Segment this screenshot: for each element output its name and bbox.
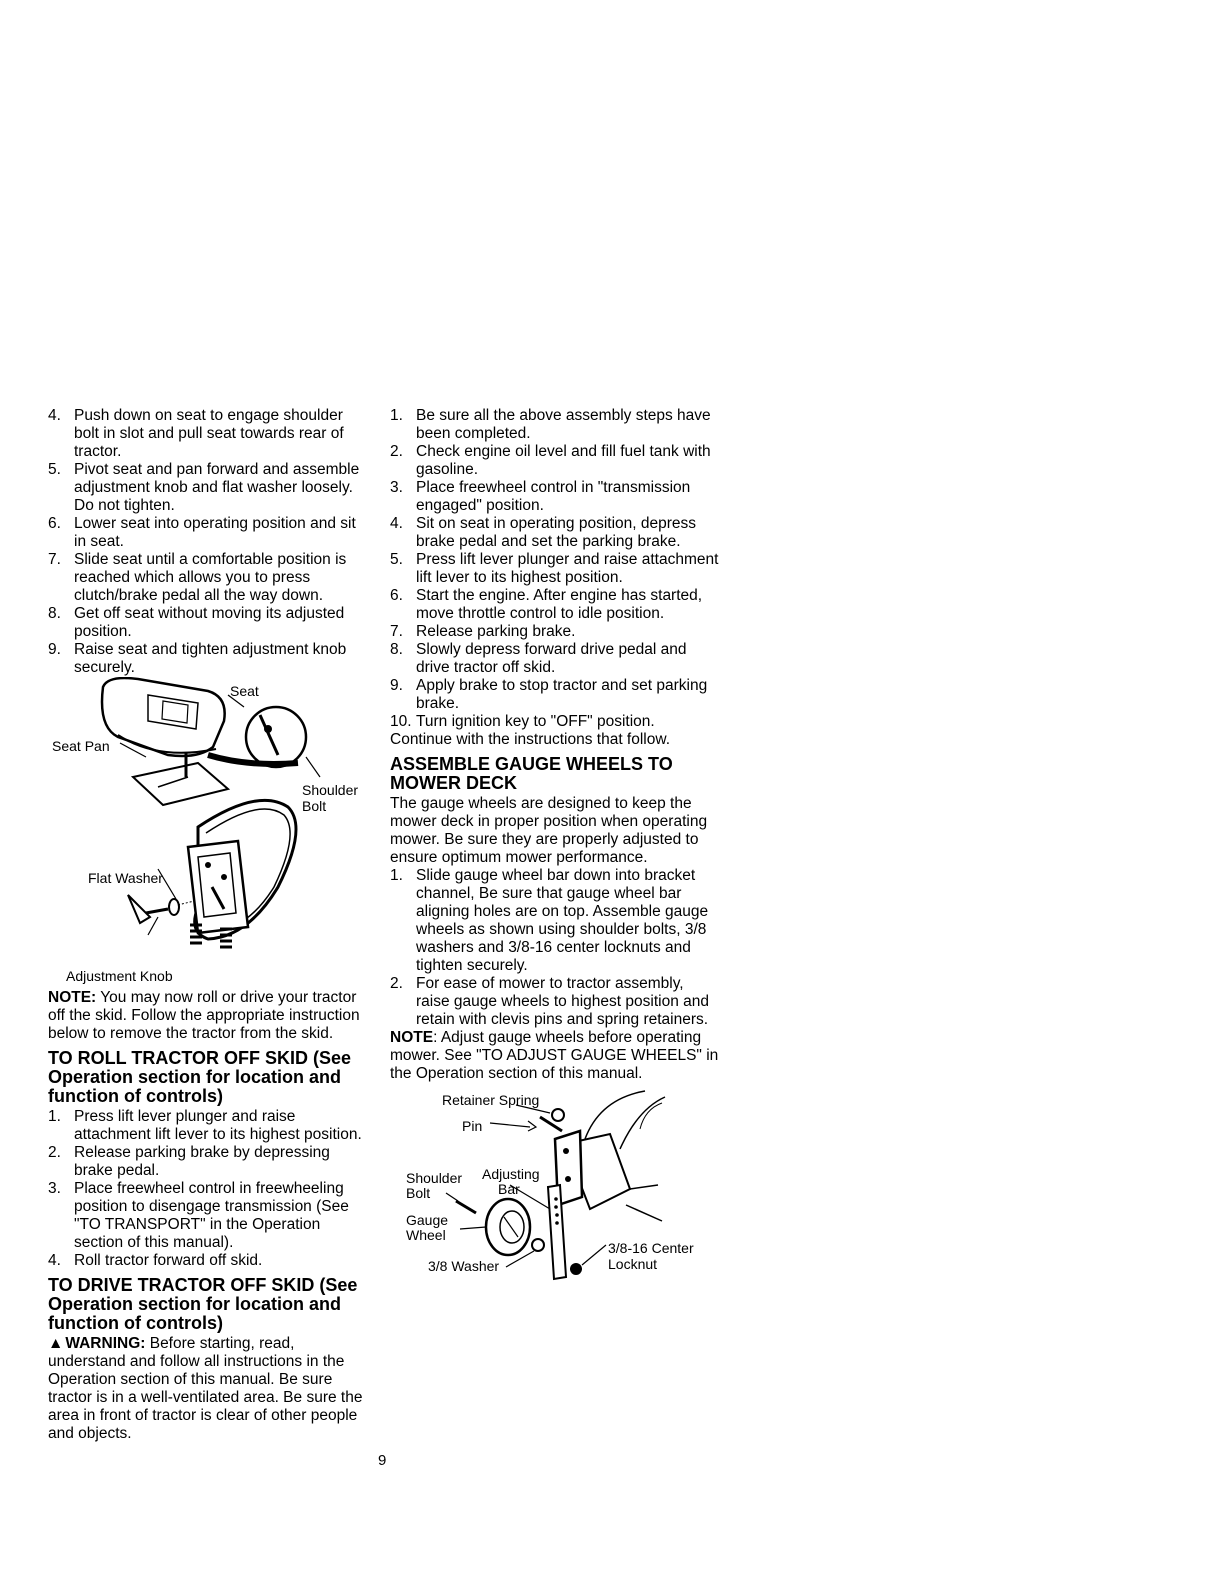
list-item: 6. Lower seat into operating position and sit in seat.: [48, 515, 356, 550]
locknut-label-2: Locknut: [608, 1256, 658, 1272]
heading-roll-tractor: TO ROLL TRACTOR OFF SKID (See Operation section for location and function of controls): [48, 1048, 352, 1106]
gauge-intro: The gauge wheels are designed to keep the mower deck in proper position when operating mower. Be sure they are properly adjusted to ensure optimum mower performance.: [390, 795, 708, 866]
gauge-wheel-label-2: Wheel: [406, 1227, 446, 1243]
list-item: 4. Push down on seat to engage shoulder bolt in slot and pull seat towards rear of tractor.: [48, 407, 344, 460]
list-item: 9. Raise seat and tighten adjustment knob securely.: [48, 641, 347, 676]
adjusting-bar-label-2: Bar: [498, 1181, 520, 1197]
list-item: 8. Get off seat without moving its adjusted position.: [48, 605, 345, 640]
heading-assemble-gauge-wheels: ASSEMBLE GAUGE WHEELS TO MOWER DECK: [390, 754, 673, 793]
note-skid: NOTE: You may now roll or drive your tractor off the skid. Follow the appropriate instruction below to remove the tractor from the skid.: [48, 989, 360, 1042]
list-item: 5. Pivot seat and pan forward and assemble adjustment knob and flat washer loosely. Do not tighten.: [48, 461, 360, 514]
seat-label: Seat: [230, 683, 259, 699]
list-item: 2. Check engine oil level and fill fuel tank with gasoline.: [390, 443, 711, 478]
drive-steps-list: [390, 407, 720, 731]
retainer-spring-label: Retainer Spring: [442, 1092, 540, 1108]
list-item: 1. Slide gauge wheel bar down into bracket channel, Be sure that gauge wheel bar aligning holes are on top. Assemble gauge wheels as shown using shoulder bolts, 3/8 washers and 3/8-16 center locknuts and tighten securely.: [390, 867, 709, 974]
gauge-wheel-label: Gauge: [406, 1212, 449, 1228]
warning-paragraph: ▲ WARNING: Before starting, read, understand and follow all instructions in the Operation section of this manual. Be sure tractor is in a well-ventilated area. Be sure the area in front of tractor is clear of other people and objects.: [48, 1335, 363, 1442]
heading-drive-tractor: TO DRIVE TRACTOR OFF SKID (See Operation section for location and function of controls): [48, 1275, 358, 1333]
gauge-steps-list: [390, 867, 720, 1029]
right-column: [390, 407, 720, 1289]
list-item: 3. Place freewheel control in freewheeling position to disengage transmission (See "TO TRANSPORT" in the Operation section of this manual).: [48, 1180, 349, 1251]
list-item: 5. Press lift lever plunger and raise attachment lift lever to its highest position.: [390, 551, 719, 586]
note-gauge: NOTE: Adjust gauge wheels before operating mower. See "TO ADJUST GAUGE WHEELS" in the Operation section of this manual.: [390, 1029, 719, 1082]
locknut-label: 3/8-16 Center: [608, 1240, 694, 1256]
list-item: 2. For ease of mower to tractor assembly, raise gauge wheels to highest position and retain with clevis pins and spring retainers.: [390, 975, 709, 1028]
seat-assembly-illustration: [48, 677, 370, 987]
seat-pan-label: Seat Pan: [52, 738, 110, 754]
list-item: 1. Be sure all the above assembly steps have been completed.: [390, 407, 711, 442]
left-column: [48, 407, 370, 1443]
seat-steps-list: [48, 407, 370, 677]
page-number: 9: [378, 1452, 387, 1469]
list-item: 4. Sit on seat in operating position, depress brake pedal and set the parking brake.: [390, 515, 697, 550]
shoulder-bolt-label: Shoulder: [302, 782, 359, 798]
list-item: 8. Slowly depress forward drive pedal and drive tractor off skid.: [390, 641, 687, 676]
pin-label: Pin: [462, 1118, 483, 1134]
list-item: 7. Release parking brake.: [390, 623, 576, 640]
shoulder-bolt-label: Shoulder: [406, 1170, 463, 1186]
list-item: 2. Release parking brake by depressing brake pedal.: [48, 1144, 330, 1179]
seat-figure: [48, 677, 370, 987]
list-item: 1. Press lift lever plunger and raise attachment lift lever to its highest position.: [48, 1108, 362, 1143]
shoulder-bolt-label-2: Bolt: [406, 1185, 431, 1201]
adjusting-bar-label: Adjusting: [482, 1166, 540, 1182]
gauge-wheel-figure: [390, 1089, 720, 1289]
list-item: 10. Turn ignition key to "OFF" position.: [390, 713, 655, 730]
warning-icon: ▲: [48, 1335, 64, 1352]
list-item: 3. Place freewheel control in "transmission engaged" position.: [390, 479, 691, 514]
roll-steps-list: [48, 1108, 370, 1270]
list-item: 9. Apply brake to stop tractor and set parking brake.: [390, 677, 708, 712]
flat-washer-label: Flat Washer: [88, 870, 163, 886]
shoulder-bolt-label-2: Bolt: [302, 798, 327, 814]
adjustment-knob-label: Adjustment Knob: [66, 968, 173, 984]
list-item: 6. Start the engine. After engine has started, move throttle control to idle position.: [390, 587, 703, 622]
list-item: 4. Roll tractor forward off skid.: [48, 1252, 263, 1269]
continue-text: Continue with the instructions that follow.: [390, 731, 671, 748]
list-item: 7. Slide seat until a comfortable position is reached which allows you to press clutch/brake pedal all the way down.: [48, 551, 347, 604]
washer-label: 3/8 Washer: [428, 1258, 500, 1274]
